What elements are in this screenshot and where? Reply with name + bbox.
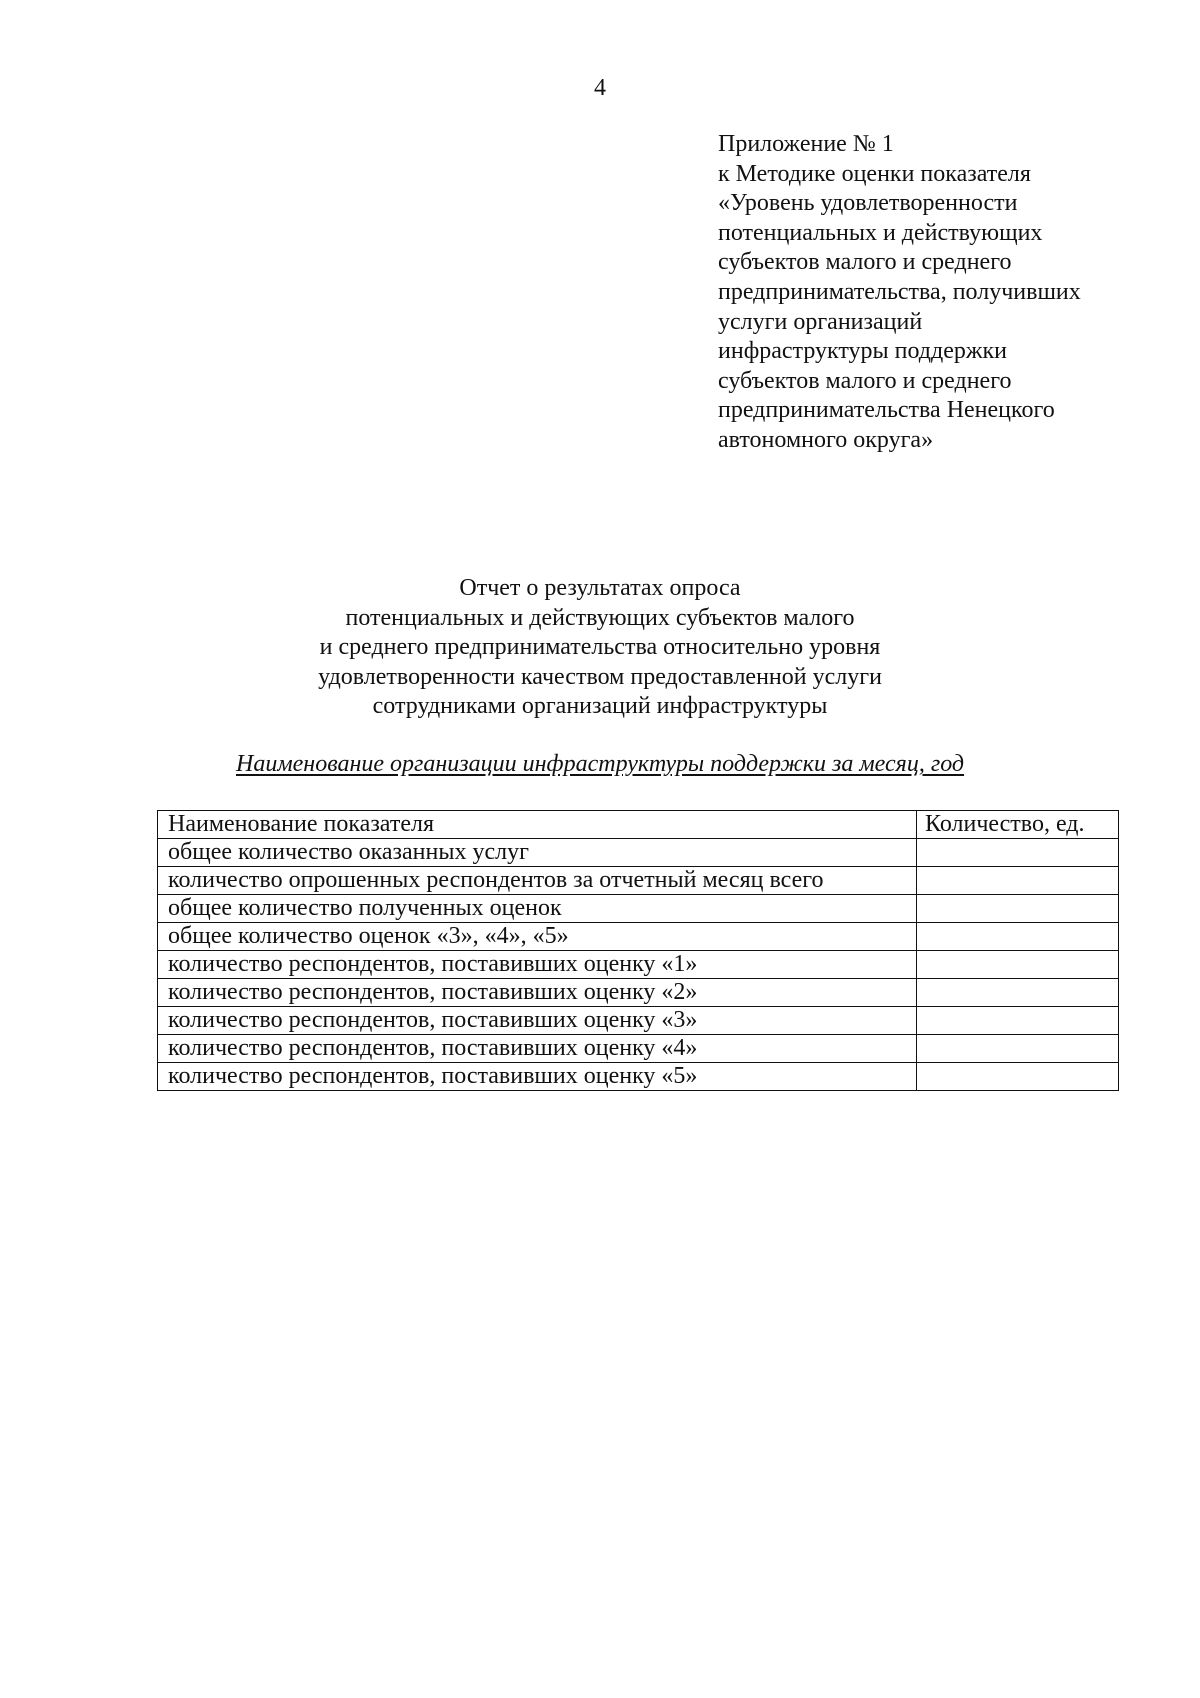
- quantity-cell: [917, 1035, 1119, 1063]
- appendix-line: к Методике оценки показателя: [718, 160, 1031, 187]
- table-row: [158, 951, 1119, 979]
- page-number: 4: [594, 75, 606, 101]
- appendix-block: [718, 130, 1158, 456]
- quantity-cell: [917, 1063, 1119, 1091]
- quantity-cell: [917, 839, 1119, 867]
- table-row: [158, 1035, 1119, 1063]
- indicator-cell: общее количество полученных оценок: [158, 895, 917, 923]
- indicator-cell: количество респондентов, поставивших оценку «4»: [158, 1035, 917, 1063]
- quantity-cell: [917, 1007, 1119, 1035]
- appendix-line: «Уровень удовлетворенности: [718, 190, 1018, 217]
- report-title: [0, 574, 1200, 722]
- indicator-cell: общее количество оказанных услуг: [158, 839, 917, 867]
- indicator-cell: количество респондентов, поставивших оценку «3»: [158, 1007, 917, 1035]
- table-row: [158, 979, 1119, 1007]
- indicator-cell: общее количество оценок «3», «4», «5»: [158, 923, 917, 951]
- indicator-cell: количество респондентов, поставивших оценку «2»: [158, 979, 917, 1007]
- table-row: [158, 1063, 1119, 1091]
- appendix-line: автономного округа»: [718, 426, 934, 453]
- quantity-cell: [917, 867, 1119, 895]
- appendix-line: субъектов малого и среднего: [718, 249, 1012, 276]
- quantity-cell: [917, 979, 1119, 1007]
- report-title-line: Отчет о результатах опроса: [459, 575, 741, 601]
- appendix-line: Приложение № 1: [718, 131, 894, 157]
- appendix-line: инфраструктуры поддержки: [718, 338, 1007, 365]
- report-title-line: и среднего предпринимательства относительно уровня: [319, 634, 881, 661]
- quantity-cell: [917, 895, 1119, 923]
- table-header-row: [158, 811, 1119, 839]
- report-title-line: потенциальных и действующих субъектов малого: [345, 604, 855, 631]
- appendix-line: субъектов малого и среднего: [718, 367, 1012, 394]
- quantity-cell: [917, 923, 1119, 951]
- organization-line: Наименование организации инфраструктуры поддержки за месяц, год: [235, 751, 965, 777]
- table-row: [158, 923, 1119, 951]
- appendix-line: предпринимательства Ненецкого: [718, 397, 1055, 424]
- table-row: [158, 839, 1119, 867]
- indicator-cell: количество опрошенных респондентов за отчетный месяц всего: [158, 867, 917, 895]
- appendix-line: услуги организаций: [718, 308, 923, 335]
- appendix-line: потенциальных и действующих: [718, 219, 1043, 246]
- appendix-line: предпринимательства, получивших: [718, 278, 1081, 305]
- report-title-line: удовлетворенности качеством предоставленной услуги: [318, 663, 882, 690]
- indicator-cell: количество респондентов, поставивших оценку «1»: [158, 951, 917, 979]
- quantity-cell: [917, 951, 1119, 979]
- table-row: [158, 1007, 1119, 1035]
- report-table: [157, 810, 1119, 1091]
- table-row: [158, 867, 1119, 895]
- header-indicator-name: Наименование показателя: [158, 811, 917, 839]
- indicator-cell: количество респондентов, поставивших оценку «5»: [158, 1063, 917, 1091]
- table-row: [158, 895, 1119, 923]
- header-quantity: Количество, ед.: [917, 811, 1119, 839]
- report-title-line: сотрудниками организаций инфраструктуры: [372, 693, 828, 720]
